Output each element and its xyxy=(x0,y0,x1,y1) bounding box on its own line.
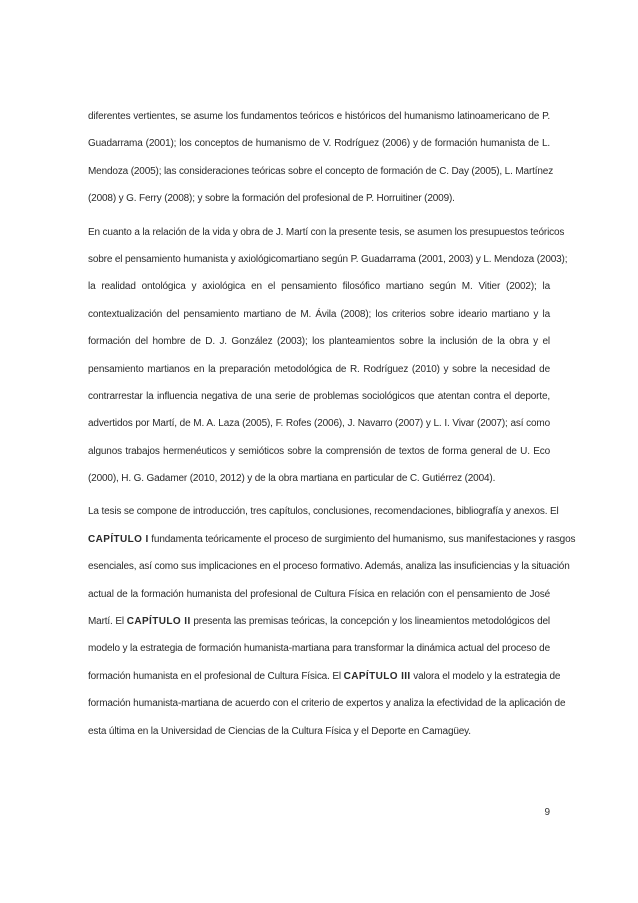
text-line: formación humanista en el profesional de Cultura Física. El CAPÍTULO III valora el modelo y la estrategia de xyxy=(88,670,561,682)
text-line: la realidad ontológica y axiológica en el pensamiento filosófico martiano según M. Vitier (2002); la xyxy=(88,281,550,293)
text-line: esta última en la Universidad de Ciencias de la Cultura Física y el Deporte en Camagüey. xyxy=(88,725,471,737)
chapter-label: CAPÍTULO I xyxy=(88,533,149,545)
text-line: formación humanista-martiana de acuerdo con el criterio de expertos y analiza la efectividad de la aplicación de xyxy=(88,698,566,710)
text-line: algunos trabajos hermenéuticos y semióticos sobre la comprensión de textos de forma general de U. Eco xyxy=(88,445,550,457)
text-line: sobre el pensamiento humanista y axiológicomartiano según P. Guadarrama (2001, 2003) y L. Mendoza (2003); xyxy=(88,253,568,265)
text-line: formación del hombre de D. J. González (2003); los planteamientos sobre la inclusión de la obra y el xyxy=(88,336,550,348)
text-line: pensamiento martianos en la preparación metodológica de R. Rodríguez (2010) y sobre la necesidad de xyxy=(88,363,550,375)
text-line: Martí. El CAPÍTULO II presenta las premisas teóricas, la concepción y los lineamientos metodológicos del xyxy=(88,616,550,628)
text-line: La tesis se compone de introducción, tres capítulos, conclusiones, recomendaciones, bibliografía y anexos. El xyxy=(88,506,559,518)
text-line: En cuanto a la relación de la vida y obra de J. Martí con la presente tesis, se asumen los presupuestos teóricos xyxy=(88,226,565,238)
text-line: Mendoza (2005); las consideraciones teóricas sobre el concepto de formación de C. Day (2005), L. Martínez xyxy=(88,165,554,177)
text-line: advertidos por Martí, de M. A. Laza (2005), F. Rofes (2006), J. Navarro (2007) y L. I. Vivar (2007); así como xyxy=(88,418,550,430)
text-line: contrarrestar la influencia negativa de una serie de problemas sociológicos que atentan contra el deporte, xyxy=(88,390,550,402)
page-number: 9 xyxy=(544,807,550,818)
chapter-label: CAPÍTULO III xyxy=(343,670,411,682)
text-line: diferentes vertientes, se asume los fundamentos teóricos e históricos del humanismo latinoamericano de P. xyxy=(88,111,550,122)
text-line: contextualización del pensamiento martiano de M. Ávila (2008); los criterios sobre ideario martiano y la xyxy=(88,308,550,320)
text-line: (2000), H. G. Gadamer (2010, 2012) y de la obra martiana en particular de C. Gutiérrez (2004). xyxy=(88,473,496,485)
text-line: esenciales, así como sus implicaciones en el proceso formativo. Además, analiza las insuficiencias y la situación xyxy=(88,561,570,573)
body-text xyxy=(88,110,576,752)
chapter-label: CAPÍTULO II xyxy=(126,616,191,628)
text-line: actual de la formación humanista del profesional de Cultura Física en relación con el pensamiento de José xyxy=(88,588,550,600)
text-line: CAPÍTULO I fundamenta teóricamente el proceso de surgimiento del humanismo, sus manifestaciones y rasgos xyxy=(88,533,576,545)
text-line: Guadarrama (2001); los conceptos de humanismo de V. Rodríguez (2006) y de formación humanista de L. xyxy=(88,138,550,150)
text-line: modelo y la estrategia de formación humanista-martiana para transformar la dinámica actual del proceso de xyxy=(88,643,550,655)
text-line: (2008) y G. Ferry (2008); y sobre la formación del profesional de P. Horruitiner (2009). xyxy=(88,193,455,205)
